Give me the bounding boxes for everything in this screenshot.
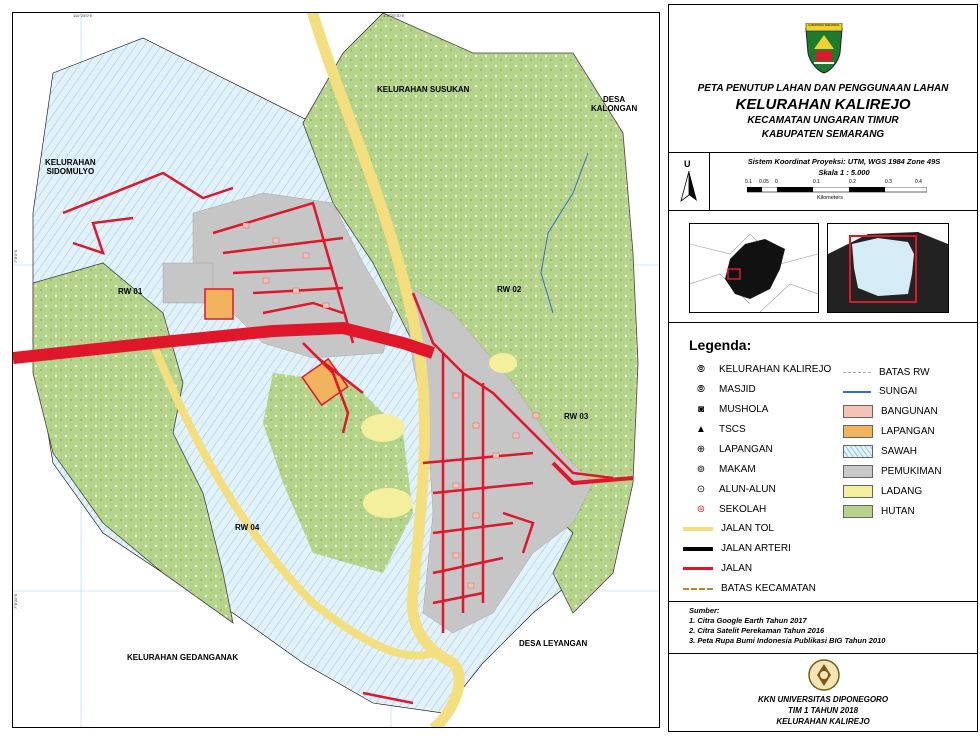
legend-label: KELURAHAN KALIREJO: [719, 363, 832, 375]
field-swatch: [843, 425, 873, 438]
projection-system: Sistem Koordinat Proyeksi: UTM, WGS 1984 Zone 49S: [747, 157, 941, 166]
sources-title: Sumber:: [689, 606, 720, 615]
legend-batas-rw: [843, 367, 930, 378]
legend-sekolah: [691, 503, 766, 515]
source-item: 2. Citra Satelit Perekaman Tahun 2016: [689, 626, 825, 635]
title-line4: KABUPATEN SEMARANG: [761, 129, 885, 140]
legend-label: MASJID: [719, 383, 756, 395]
arterial-line-icon: [683, 547, 713, 551]
scale-tick: 0.05: [759, 179, 769, 185]
label-rw01: RW 01: [118, 287, 143, 296]
north-label: U: [684, 159, 691, 169]
scale-bar: [747, 187, 927, 193]
forest-swatch: [843, 505, 873, 518]
legend-ladang: [843, 485, 922, 498]
legend-title: Legenda:: [689, 337, 752, 353]
legend-label: BANGUNAN: [881, 406, 938, 417]
legend-masjid: [691, 383, 756, 395]
label-leyangan: DESA LEYANGAN: [519, 639, 588, 648]
legend-label: SUNGAI: [879, 386, 918, 397]
legend-block: [669, 323, 977, 602]
title-line2: KELURAHAN KALIREJO: [735, 96, 911, 113]
scale-tick: 0.4: [915, 179, 922, 185]
scale-tick: 0.3: [885, 179, 892, 185]
toll-line-icon: [683, 527, 713, 531]
legend-tscs: [691, 423, 746, 435]
office-icon: ⦾: [697, 363, 705, 375]
label-rw02: RW 02: [497, 285, 522, 294]
scale-tick: 0.1: [745, 179, 752, 185]
legend-makam: [691, 463, 756, 475]
scale-text: Skala 1 : 5.000: [818, 168, 870, 177]
legend-label: MAKAM: [719, 463, 756, 475]
cemetery-icon: ⊚: [696, 463, 706, 475]
inset-map-local: [827, 223, 949, 313]
emblem-text: KABUPATEN SEMARANG: [808, 24, 840, 27]
legend-label: MUSHOLA: [719, 403, 769, 415]
legend-label: PEMUKIMAN: [881, 466, 942, 477]
label-kalongan: DESA KALONGAN: [591, 95, 638, 113]
tick-top-a: 110°25'0"E: [73, 13, 93, 18]
title-block: [669, 5, 977, 153]
ladang-swatch: [843, 485, 873, 498]
inset-block: [669, 211, 977, 323]
legend-batas-kec: [683, 583, 816, 594]
title-line1: PETA PENUTUP LAHAN DAN PENGGUNAAN LAHAN: [697, 83, 949, 94]
label-gedanganak: KELURAHAN GEDANGANAK: [127, 653, 239, 662]
legend-jalan: [683, 563, 752, 574]
north-arrow-box: [669, 153, 710, 210]
tick-left-b: 7°8'30"S: [13, 593, 18, 609]
legend-pemukiman: [843, 465, 942, 478]
paddy-swatch: [843, 445, 873, 458]
credit-line2: TIM 1 TAHUN 2018: [787, 706, 859, 715]
legend-label: LAPANGAN: [881, 426, 935, 437]
legend-hutan: [843, 505, 915, 518]
tick-top-b: 110°25'30"E: [383, 13, 405, 18]
label-susukan: KELURAHAN SUSUKAN: [377, 85, 470, 94]
legend-sawah: [843, 445, 917, 458]
map-canvas: [13, 13, 660, 728]
legend-bangunan: [843, 405, 938, 418]
legend-jalan-arteri: [683, 543, 791, 554]
square-icon: ⊙: [696, 483, 706, 495]
credit-line1: KKN UNIVERSITAS DIPONEGORO: [757, 695, 889, 704]
legend-label: JALAN: [721, 563, 753, 574]
tower-icon: ▲: [696, 423, 706, 435]
label-rw03: RW 03: [564, 412, 589, 421]
river-line-icon: [843, 391, 871, 393]
legend-label: LADANG: [881, 486, 923, 497]
regency-emblem-icon: [804, 23, 844, 75]
legend-label: SEKOLAH: [719, 503, 767, 515]
field-1: [205, 289, 233, 319]
inset-map-regional: [689, 223, 819, 313]
field-icon: ⊕: [696, 443, 706, 455]
building-swatch: [843, 405, 873, 418]
label-rw04: RW 04: [235, 523, 260, 532]
label-sidomulyo: KELURAHAN SIDOMULYO: [45, 158, 96, 176]
legend-label: SAWAH: [881, 446, 917, 457]
legend-lapangan-area: [843, 425, 935, 438]
legend-label: TSCS: [719, 423, 746, 435]
projection-block: [669, 153, 977, 211]
sources-block: [669, 602, 977, 654]
scale-tick: 0.1: [813, 179, 820, 185]
credit-line3: KELURAHAN KALIREJO: [776, 717, 870, 726]
legend-label: JALAN TOL: [721, 523, 774, 534]
side-panel: [668, 4, 978, 732]
map-frame: [12, 12, 660, 728]
mosque-icon: ⦾: [697, 383, 705, 395]
north-arrow-icon: [679, 171, 699, 203]
scale-tick: 0.2: [849, 179, 856, 185]
legend-lapangan-point: [691, 443, 773, 455]
legend-label: HUTAN: [881, 506, 915, 517]
prayer-room-icon: ◙: [697, 403, 705, 415]
legend-alun: [691, 483, 776, 495]
scale-tick: 0: [775, 179, 778, 185]
legend-mushola: [691, 403, 768, 415]
scale-unit: Kilometers: [817, 195, 843, 201]
legend-kelurahan: [691, 363, 831, 375]
credits-block: [669, 654, 977, 731]
source-item: 3. Peta Rupa Bumi Indonesia Publikasi BIG Tahun 2010: [689, 636, 886, 645]
scale-ticks: [745, 179, 921, 187]
title-line3: KECAMATAN UNGARAN TIMUR: [747, 115, 899, 126]
district-boundary-icon: [683, 588, 713, 590]
legend-label: BATAS KECAMATAN: [721, 583, 816, 594]
settlement-swatch: [843, 465, 873, 478]
legend-label: BATAS RW: [879, 367, 930, 378]
legend-label: LAPANGAN: [719, 443, 773, 455]
school-icon: ⊜: [696, 503, 706, 515]
legend-jalan-tol: [683, 523, 774, 534]
legend-label: JALAN ARTERI: [721, 543, 791, 554]
legend-label: ALUN-ALUN: [719, 483, 776, 495]
rw-boundary-icon: [843, 372, 871, 373]
source-item: 1. Citra Google Earth Tahun 2017: [689, 616, 807, 625]
tick-left-a: 7°8'0"S: [13, 249, 18, 263]
road-line-icon: [683, 567, 713, 570]
university-logo-icon: [807, 658, 841, 692]
legend-sungai: [843, 386, 917, 397]
